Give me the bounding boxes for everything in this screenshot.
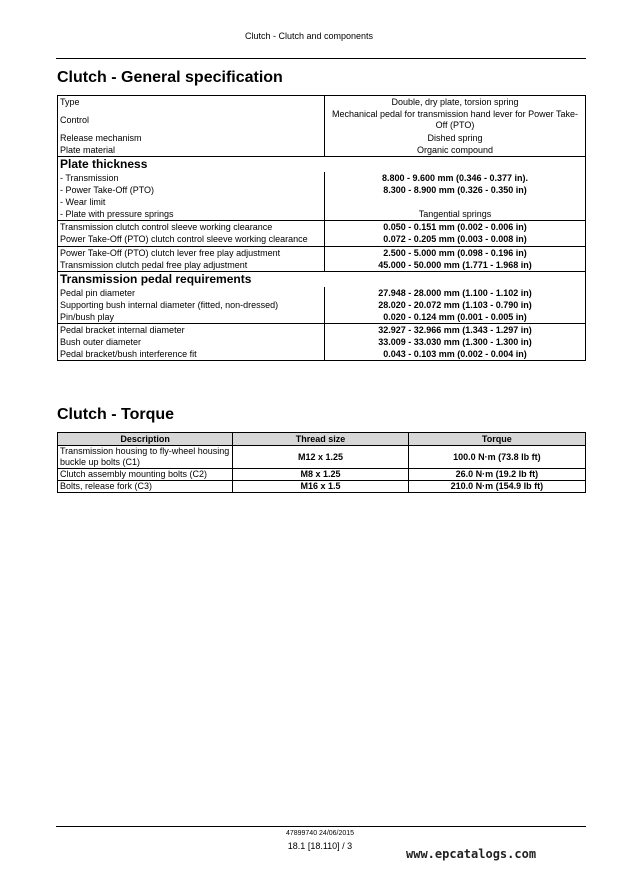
table-row xyxy=(58,469,586,481)
section-title-general-specification: Clutch - General specification xyxy=(57,69,283,86)
column-header-thread-size: Thread size xyxy=(233,433,408,446)
torque-description: Bolts, release fork (C3) xyxy=(58,481,233,493)
spec-value: 0.043 - 0.103 mm (0.002 - 0.004 in) xyxy=(383,349,527,359)
spec-label: Supporting bush internal diameter (fitted, non-dressed) xyxy=(58,299,325,311)
spec-row xyxy=(58,196,586,208)
footer-rule xyxy=(56,826,586,827)
spec-label: - Wear limit xyxy=(58,196,325,208)
torque-header-row xyxy=(58,433,586,446)
spec-row xyxy=(58,132,586,144)
column-header-torque: Torque xyxy=(408,433,585,446)
spec-label: Control xyxy=(58,108,325,132)
torque-thread-size: M8 x 1.25 xyxy=(233,469,408,481)
spec-value: Dished spring xyxy=(427,133,483,143)
table-row xyxy=(58,481,586,493)
spec-row xyxy=(58,184,586,196)
spec-row xyxy=(58,348,586,361)
spec-label: - Power Take-Off (PTO) xyxy=(58,184,325,196)
spec-label: - Transmission xyxy=(58,172,325,184)
spec-row xyxy=(58,144,586,157)
torque-table xyxy=(57,432,586,493)
spec-section-label: Transmission pedal requirements xyxy=(58,272,325,288)
spec-section-heading xyxy=(58,157,586,173)
column-header-description: Description xyxy=(58,433,233,446)
watermark-url: www.epcatalogs.com xyxy=(406,847,537,861)
spec-label: Bush outer diameter xyxy=(58,336,325,348)
footer-doc-id: 47899740 24/06/2015 xyxy=(285,830,355,837)
spec-value: Double, dry plate, torsion spring xyxy=(391,97,519,107)
spec-row xyxy=(58,311,586,324)
header-rule xyxy=(56,58,586,59)
spec-section-label: Plate thickness xyxy=(58,157,325,173)
spec-row xyxy=(58,208,586,221)
spec-label: Pin/bush play xyxy=(58,311,325,324)
torque-value: 26.0 N·m (19.2 lb ft) xyxy=(408,469,585,481)
spec-value: 33.009 - 33.030 mm (1.300 - 1.300 in) xyxy=(378,337,532,347)
torque-thread-size: M16 x 1.5 xyxy=(233,481,408,493)
spec-section-heading xyxy=(58,272,586,288)
spec-label: Plate material xyxy=(58,144,325,157)
page-header: Clutch - Clutch and components xyxy=(244,31,374,41)
spec-value: 32.927 - 32.966 mm (1.343 - 1.297 in) xyxy=(325,324,586,337)
spec-label: Pedal bracket internal diameter xyxy=(58,324,325,337)
spec-value: 0.020 - 0.124 mm (0.001 - 0.005 in) xyxy=(383,312,527,322)
spec-label: Release mechanism xyxy=(58,132,325,144)
spec-value: 2.500 - 5.000 mm (0.098 - 0.196 in) xyxy=(325,247,586,260)
spec-label: Transmission clutch control sleeve working clearance xyxy=(58,221,325,234)
spec-value: 27.948 - 28.000 mm (1.100 - 1.102 in) xyxy=(378,288,532,298)
torque-description: Clutch assembly mounting bolts (C2) xyxy=(58,469,233,481)
spec-row xyxy=(58,108,586,132)
torque-thread-size: M12 x 1.25 xyxy=(233,446,408,469)
spec-value: 8.300 - 8.900 mm (0.326 - 0.350 in) xyxy=(383,185,527,195)
spec-label: Transmission clutch pedal free play adjustment xyxy=(58,259,325,272)
spec-row xyxy=(58,96,586,109)
spec-row xyxy=(58,287,586,299)
table-row xyxy=(58,446,586,469)
spec-row xyxy=(58,247,586,260)
spec-value: 28.020 - 20.072 mm (1.103 - 0.790 in) xyxy=(378,300,532,310)
spec-row xyxy=(58,233,586,247)
spec-row xyxy=(58,221,586,234)
spec-row xyxy=(58,172,586,184)
spec-row xyxy=(58,324,586,337)
spec-label: Pedal pin diameter xyxy=(58,287,325,299)
spec-value: Mechanical pedal for transmission hand lever for Power Take-Off (PTO) xyxy=(332,109,578,130)
torque-value: 100.0 N·m (73.8 lb ft) xyxy=(408,446,585,469)
spec-value: 8.800 - 9.600 mm (0.346 - 0.377 in). xyxy=(381,173,529,183)
spec-row xyxy=(58,336,586,348)
spec-value: 0.072 - 0.205 mm (0.003 - 0.008 in) xyxy=(383,234,527,244)
torque-value: 210.0 N·m (154.9 lb ft) xyxy=(408,481,585,493)
spec-value: Organic compound xyxy=(416,145,494,155)
spec-label: - Plate with pressure springs xyxy=(58,208,325,221)
spec-label: Power Take-Off (PTO) clutch control sleeve working clearance xyxy=(58,233,325,247)
section-title-torque: Clutch - Torque xyxy=(57,406,175,423)
spec-row xyxy=(58,299,586,311)
spec-value: 45.000 - 50.000 mm (1.771 - 1.968 in) xyxy=(378,260,532,270)
spec-value: Tangential springs xyxy=(418,209,492,219)
spec-label: Pedal bracket/bush interference fit xyxy=(58,348,325,361)
footer-page-number: 18.1 [18.110] / 3 xyxy=(287,841,353,851)
torque-description: Transmission housing to fly-wheel housing buckle up bolts (C1) xyxy=(58,446,233,469)
spec-label: Power Take-Off (PTO) clutch lever free play adjustment xyxy=(58,247,325,260)
spec-value: 0.050 - 0.151 mm (0.002 - 0.006 in) xyxy=(325,221,586,234)
spec-row xyxy=(58,259,586,272)
general-specification-table xyxy=(57,95,586,361)
spec-label: Type xyxy=(58,96,325,109)
